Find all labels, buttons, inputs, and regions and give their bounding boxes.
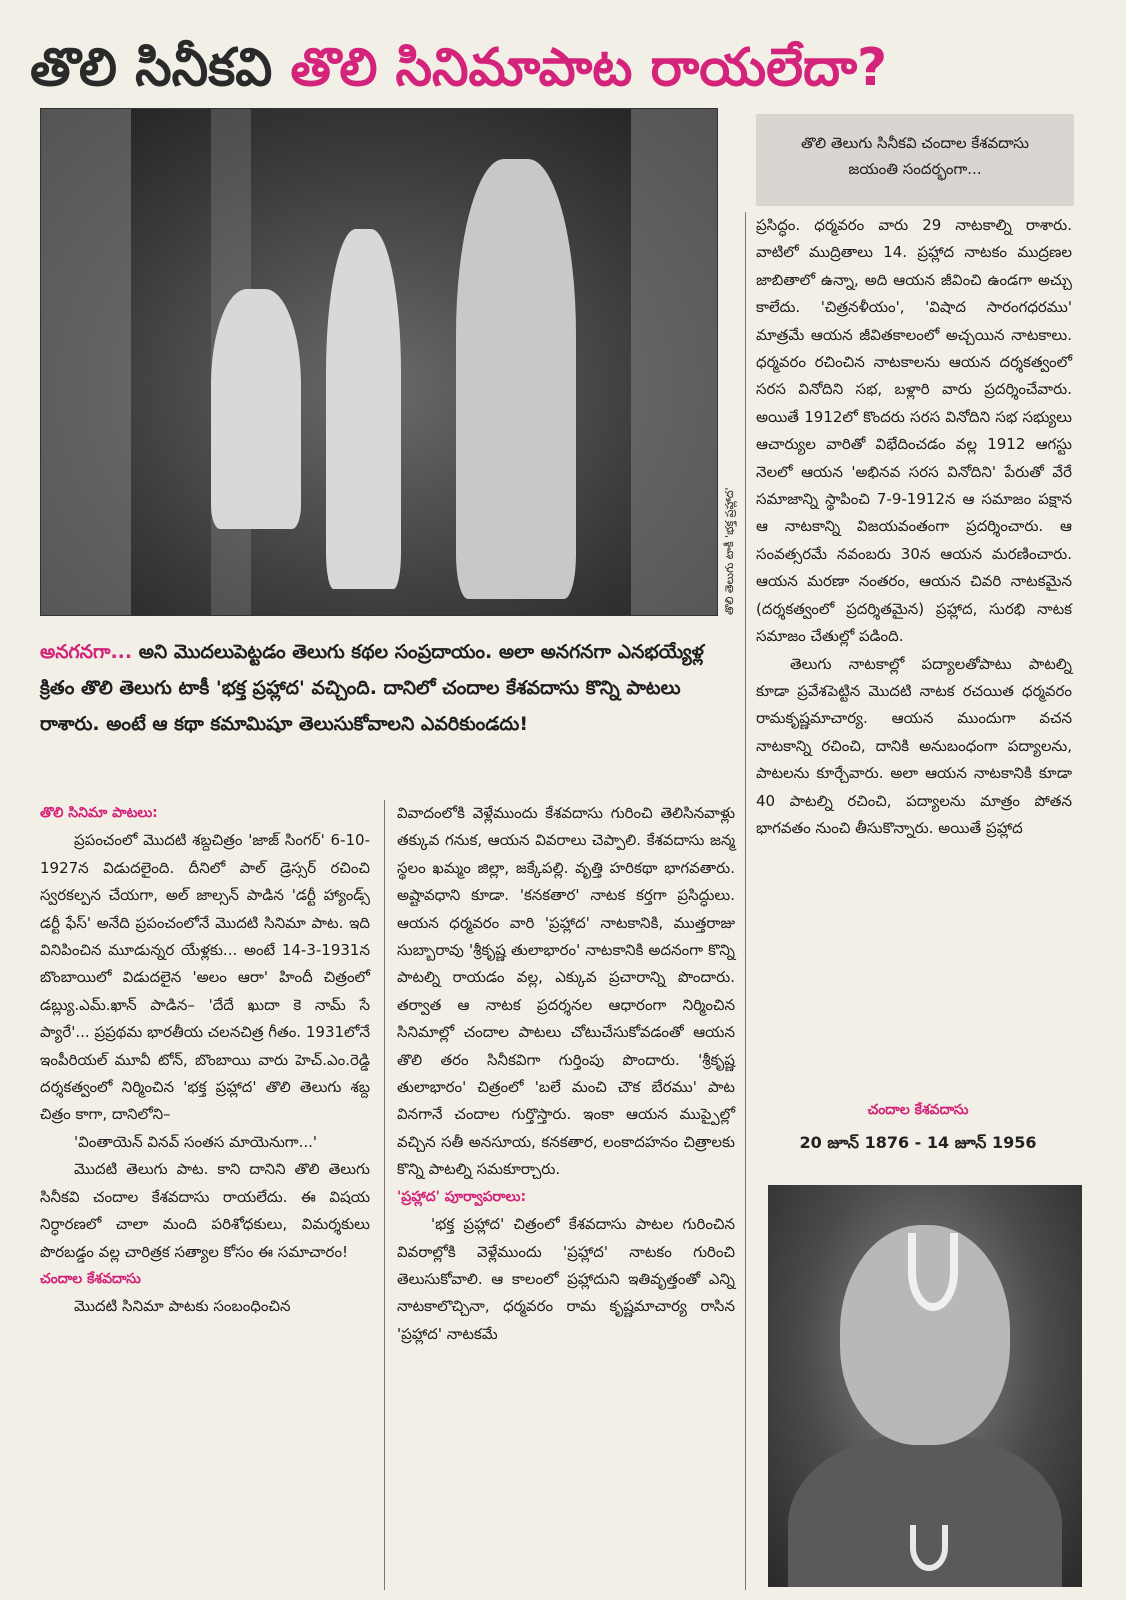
paragraph: ప్రపంచంలో మొదటి శబ్దచిత్రం 'జాజ్ సింగర్' 6-10-1927న విడుదలైంది. దీనిలో పాల్ డ్రెస్సర్ రచించి స్వరకల్పన చేయగా, అల్ జాల్సన్ పాడిన 'డర్టీ హ్యాండ్స్ డర్టీ ఫేస్' అనేది ప్రపంచంలోనే మొదటి సినిమా పాట. ఇది వినిపించిన మూడున్నర యేళ్లకు... అంటే 14-3-1931న బొంబాయిలో విడుదలైన 'అలం ఆరా' హిందీ చిత్రంలో డబ్ల్యు.ఎమ్.ఖాన్ పాడిన– 'దేదే ఖుదా కె నామ్ సే ప్యారే'... ప్రప్రథమ భారతీయ చలనచిత్ర గీతం. 1931లోనే ఇంపీరియల్ మూవీ టోన్, బొంబాయి వారు హెచ్.ఎం.రెడ్డి దర్శకత్వంలో నిర్మించిన 'భక్త ప్రహ్లాద' తొలి తెలుగు శబ్ద చిత్రం కాగా, దానిలోని– [40,831,370,1124]
subheading-prahlada-background: 'ప్రహ్లాద' పూర్వాపరాలు: [397,1188,527,1205]
photo-caption: తొలి తెలుగు టాకీ 'భక్త ప్రహ్లాద' [723,487,736,615]
paragraph: మొదటి తెలుగు పాట. కాని దానిని తొలి తెలుగు సినీకవి చందాల కేశవదాసు రాయలేదు. ఈ విషయ నిర్ధారణలో చాలా మంది పరిశోధకులు, విమర్శకులు పొరబడ్డం వల్ల చారిత్రక సత్యాల కోసం ఈ సమాచారం! [40,1160,370,1261]
anniversary-line1: తొలి తెలుగు సినీకవి చందాల కేశవదాసు [800,134,1029,152]
intro-text: అని మొదలుపెట్టడం తెలుగు కథల సంప్రదాయం. అలా అనగనగా ఎనభయ్యేళ్ల క్రితం తొలి తెలుగు టాకీ 'భక్త ప్రహ్లాద' వచ్చింది. దానిలో చందాల కేశవదాసు కొన్ని పాటలు రాశారు. అంటే ఆ కథా కమామిషూ తెలుసుకోవాలని ఎవరికుండదు! [40,641,704,735]
keshavadasu-portrait [768,1185,1082,1587]
subheading-keshavadasu: చందాల కేశవదాసు [40,1270,141,1287]
paragraph: మొదటి సినిమా పాటకు సంబంధించిన [74,1297,291,1316]
intro-lead: అనగనగా... [40,641,133,663]
article-column-2 [397,800,735,1348]
article-column-1 [40,800,370,1321]
paragraph: ప్రసిద్ధం. ధర్మవరం వారు 29 నాటకాల్ని రాశారు. వాటిలో ముద్రితాలు 14. ప్రహ్లాద నాటకం ముద్రణల జాబితాలో ఉన్నా, అది ఆయన జీవించి ఉండగా అచ్చు కాలేదు. 'చిత్రనళీయం', 'విషాద సారంగధరము' మాత్రమే ఆయన జీవితకాలంలో అచ్చయిన నాటకాలు. ధర్మవరం రచించిన నాటకాలను ఆయన దర్శకత్వంలో సరస వినోదిని సభ, బళ్లారి వారు ప్రదర్శించేవారు. అయితే 1912లో కొందరు సరస వినోదిని సభ సభ్యులు ఆచార్యుల వారితో విభేదించడం వల్ల 1912 ఆగస్టు నెలలో ఆయన 'అభినవ సరస వినోదిని' పేరుతో వేరే సమాజాన్ని స్థాపించి 7-9-1912న ఆ సమాజం పక్షాన ఆ నాటకాన్ని విజయవంతంగా ప్రదర్శించారు. ఆ సంవత్సరమే నవంబరు 30న ఆయన మరణించారు. ఆయన మరణా నంతరం, ఆయన చివరి నాటకమైన (దర్శకత్వంలో ప్రదర్శితమైన) ప్రహ్లాద, సురభి నాటక సమాజం చేతుల్లో పడింది. [756,216,1072,646]
headline-part2: తొలి సినిమాపాట రాయలేదా? [290,38,888,98]
portrait-dates: 20 జూన్ 1876 - 14 జూన్ 1956 [799,1133,1037,1152]
intro-paragraph [40,634,740,742]
song-quote: 'వింతాయెన్ వినవ్ సంతస మాయెనుగా...' [74,1132,318,1151]
paragraph: 'భక్త ప్రహ్లాద' చిత్రంలో కేశవదాసు పాటల గురించిన వివరాల్లోకి వెళ్లేముందు 'ప్రహ్లాద' నాటకం గురించి తెలుసుకోవాలి. ఆ కాలంలో ప్రహ్లాదుని ఇతివృత్తంతో ఎన్ని నాటకాలొచ్చినా, ధర్మవరం రామ కృష్ణమాచార్య రాసిన 'ప్రహ్లాద' నాటకమే [397,1215,735,1343]
anniversary-line2: జయంతి సందర్భంగా... [848,160,982,178]
headline [30,28,1100,108]
article-column-3 [756,212,1072,842]
paragraph: తెలుగు నాటకాల్లో పద్యాలతోపాటు పాటల్ని కూడా ప్రవేశపెట్టిన మొదటి నాటక రచయిత ధర్మవరం రామకృష్ణమాచార్య. ఆయన ముందుగా వచన నాటకాన్ని రచించి, దానికి అనుబంధంగా పద్యాలను, పాటలను కూర్చేవారు. అలా ఆయన నాటకానికి కూడా 40 పాటల్ని రచించి, పద్యాలను మాత్రం పోతన భాగవతం నుంచి తీసుకొన్నారు. అయితే ప్రహ్లాద [756,654,1072,837]
anniversary-box [756,114,1074,206]
portrait-name: చందాల కేశవదాసు [867,1102,969,1118]
column-divider [745,212,746,1590]
film-still-photo [40,108,718,616]
column-divider [384,800,385,1590]
subheading-first-songs: తొలి సినిమా పాటలు: [40,805,158,821]
paragraph: వివాదంలోకి వెళ్లేముందు కేశవదాసు గురించి తెలిసినవాళ్లు తక్కువ గనుక, ఆయన వివరాలు చెప్పాలి. కేశవదాసు జన్మ స్థలం ఖమ్మం జిల్లా, జక్కేపల్లి. వృత్తి హరికథా భాగవతారు. అష్టావధాని కూడా. 'కనకతార' నాటక కర్తగా ప్రసిద్ధులు. ఆయన ధర్మవరం వారి 'ప్రహ్లాద' నాటకానికి, ముత్తరాజు సుబ్బారావు 'శ్రీకృష్ణ తులాభారం' నాటకానికి అదనంగా కొన్ని పాటల్ని రాయడం వల్ల, ఎక్కువ ప్రచారాన్ని పొందారు. తర్వాత ఆ నాటక ప్రదర్శనల ఆధారంగా నిర్మించిన సినిమాల్లో చందాల పాటలు చోటుచేసుకోవడంతో ఆయన తొలి తరం సినీకవిగా గుర్తింపు పొందారు. 'శ్రీకృష్ణ తులాభారం' చిత్రంలో 'బలే మంచి చౌక బేరము' పాట వినగానే చందాల గుర్తొస్తారు. ఇంకా ఆయన ముప్పైల్లో వచ్చిన సతీ అనసూయ, కనకతార, లంకాదహనం చిత్రాలకు కొన్ని పాటల్ని సమకూర్చారు. [397,804,735,1179]
portrait-caption-box [758,1084,1078,1174]
headline-part1: తొలి సినీకవి [30,38,273,98]
